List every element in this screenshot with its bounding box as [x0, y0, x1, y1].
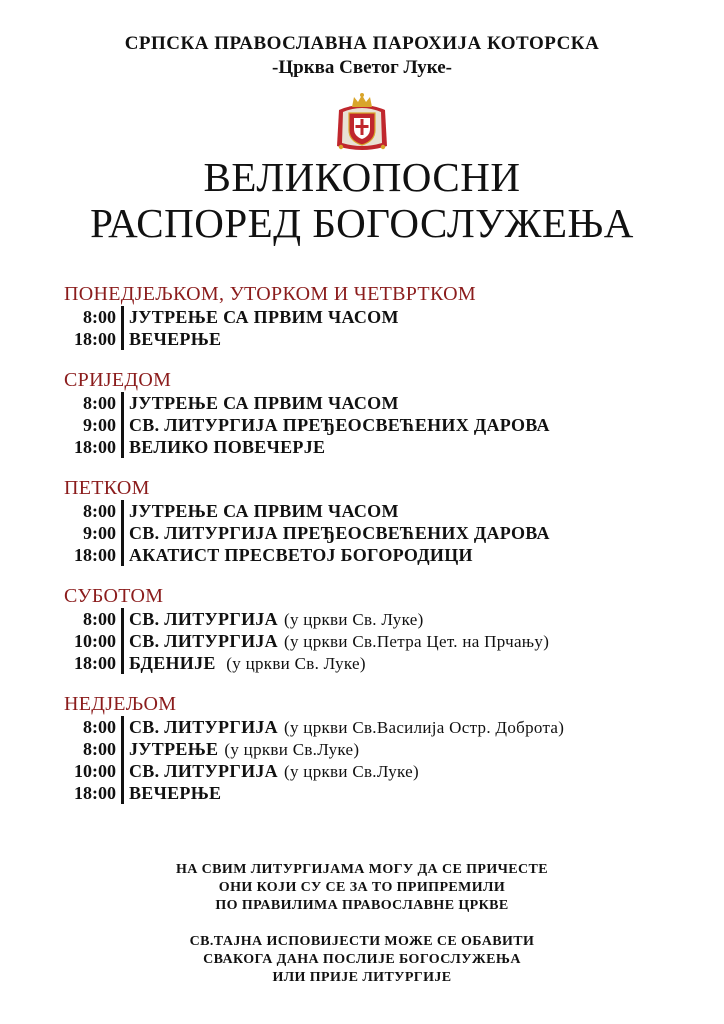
service-row: [64, 500, 704, 522]
service-row: [64, 760, 704, 782]
schedule-section: [64, 585, 704, 674]
service-time: 10:00: [74, 761, 116, 781]
schedule-section: [64, 369, 704, 458]
divider-bar: [121, 522, 124, 544]
schedule-section: [64, 477, 704, 566]
confession-note: [0, 933, 724, 987]
day-heading: СУБОТОМ: [64, 585, 164, 607]
divider-bar: [121, 760, 124, 782]
footer-line: ПО ПРАВИЛИМА ПРАВОСЛАВНЕ ЦРКВЕ: [215, 898, 509, 913]
service-name: [129, 500, 399, 522]
service-row: [64, 306, 704, 328]
service-title: ЈУТРЕЊЕ СА ПРВИМ ЧАСОМ: [129, 393, 399, 413]
service-time: 8:00: [83, 393, 116, 413]
service-title: СВ. ЛИТУРГИЈА: [129, 631, 278, 651]
service-title: БДЕНИЈЕ: [129, 653, 216, 673]
service-name: [129, 716, 564, 738]
service-title: ЈУТРЕЊЕ СА ПРВИМ ЧАСОМ: [129, 307, 399, 327]
service-row: [64, 544, 704, 566]
service-row: [64, 436, 704, 458]
service-name: [129, 436, 325, 458]
service-time: 8:00: [83, 739, 116, 759]
title-line-2: РАСПОРЕД БОГОСЛУЖЕЊА: [90, 200, 634, 246]
divider-bar: [121, 652, 124, 674]
divider-bar: [121, 392, 124, 414]
service-title: СВ. ЛИТУРГИЈА ПРЕЂЕОСВЕЋЕНИХ ДАРОВА: [129, 523, 550, 543]
service-title: ВЕЛИКО ПОВЕЧЕРЈЕ: [129, 437, 326, 457]
service-location-note: (у цркви Св. Луке): [283, 610, 424, 629]
service-title: СВ. ЛИТУРГИЈА: [129, 609, 278, 629]
footer-line: НА СВИМ ЛИТУРГИЈАМА МОГУ ДА СЕ ПРИЧЕСТЕ: [175, 862, 549, 877]
footer-line: ИЛИ ПРИЈЕ ЛИТУРГИЈЕ: [272, 970, 452, 985]
service-time: 18:00: [74, 437, 116, 457]
service-name: [129, 760, 419, 782]
service-row: [64, 392, 704, 414]
day-heading: ПОНЕДЈЕЉКОМ, УТОРКОМ И ЧЕТВРТКОМ: [64, 283, 476, 305]
service-row: [64, 522, 704, 544]
service-name: [129, 306, 399, 328]
service-time: 8:00: [83, 609, 116, 629]
footer-notes: [0, 861, 724, 987]
divider-bar: [121, 630, 124, 652]
service-title: ВЕЧЕРЊЕ: [129, 783, 222, 803]
service-row: [64, 716, 704, 738]
divider-bar: [121, 436, 124, 458]
service-time: 10:00: [74, 631, 116, 651]
service-title: ВЕЧЕРЊЕ: [129, 329, 222, 349]
service-time: 9:00: [83, 415, 116, 435]
communion-note: [0, 861, 724, 915]
service-name: [129, 652, 366, 674]
divider-bar: [121, 716, 124, 738]
service-time: 8:00: [83, 307, 116, 327]
service-title: ЈУТРЕЊЕ СА ПРВИМ ЧАСОМ: [129, 501, 399, 521]
service-name: [129, 782, 221, 804]
service-row: [64, 630, 704, 652]
service-time: 9:00: [83, 523, 116, 543]
page-title: [0, 154, 724, 246]
title-line-1: ВЕЛИКОПОСНИ: [203, 154, 521, 200]
service-location-note: (у цркви Св.Луке): [283, 762, 419, 781]
service-time: 18:00: [74, 653, 116, 673]
divider-bar: [121, 500, 124, 522]
service-title: ЈУТРЕЊЕ: [129, 739, 219, 759]
divider-bar: [121, 414, 124, 436]
service-name: [129, 392, 399, 414]
service-time: 18:00: [74, 545, 116, 565]
footer-line: СВ.ТАЈНА ИСПОВИЈЕСТИ МОЖЕ СЕ ОБАВИТИ: [189, 934, 535, 949]
service-time: 18:00: [74, 783, 116, 803]
schedule-section: [64, 283, 704, 350]
service-row: [64, 328, 704, 350]
service-name: [129, 738, 359, 760]
service-location-note: (у цркви Св.Петра Цет. на Прчању): [283, 632, 550, 651]
divider-bar: [121, 782, 124, 804]
divider-bar: [121, 328, 124, 350]
divider-bar: [121, 738, 124, 760]
service-row: [64, 414, 704, 436]
church-name: -Црква Светог Луке-: [272, 57, 452, 78]
divider-bar: [121, 608, 124, 630]
coat-of-arms-icon: [335, 92, 389, 152]
service-title: СВ. ЛИТУРГИЈА ПРЕЂЕОСВЕЋЕНИХ ДАРОВА: [129, 415, 550, 435]
parish-name: СРПСКА ПРАВОСЛАВНА ПАРОХИЈА КОТОРСКА: [124, 33, 600, 54]
service-title: АКАТИСТ ПРЕСВЕТОЈ БОГОРОДИЦИ: [129, 545, 473, 565]
service-time: 8:00: [83, 501, 116, 521]
service-name: [129, 414, 550, 436]
service-location-note: (у цркви Св. Луке): [221, 654, 366, 673]
divider-bar: [121, 306, 124, 328]
service-name: [129, 544, 473, 566]
service-location-note: (у цркви Св.Василија Остр. Доброта): [283, 718, 565, 737]
day-heading: СРИЈЕДОМ: [64, 369, 172, 391]
service-name: [129, 630, 549, 652]
schedule-section: [64, 693, 704, 804]
schedule: [64, 283, 704, 823]
service-time: 8:00: [83, 717, 116, 737]
day-heading: НЕДЈЕЉОМ: [64, 693, 177, 715]
service-name: [129, 522, 550, 544]
service-name: [129, 328, 221, 350]
service-title: СВ. ЛИТУРГИЈА: [129, 717, 278, 737]
service-location-note: (у цркви Св.Луке): [224, 740, 360, 759]
service-row: [64, 608, 704, 630]
service-time: 18:00: [74, 329, 116, 349]
service-row: [64, 652, 704, 674]
service-title: СВ. ЛИТУРГИЈА: [129, 761, 278, 781]
service-name: [129, 608, 424, 630]
service-row: [64, 782, 704, 804]
divider-bar: [121, 544, 124, 566]
footer-line: СВАКОГА ДАНА ПОСЛИЈЕ БОГОСЛУЖЕЊА: [203, 952, 521, 967]
footer-line: ОНИ КОЈИ СУ СЕ ЗА ТО ПРИПРЕМИЛИ: [218, 880, 506, 895]
service-row: [64, 738, 704, 760]
header: [0, 32, 724, 80]
day-heading: ПЕТКОМ: [64, 477, 150, 499]
